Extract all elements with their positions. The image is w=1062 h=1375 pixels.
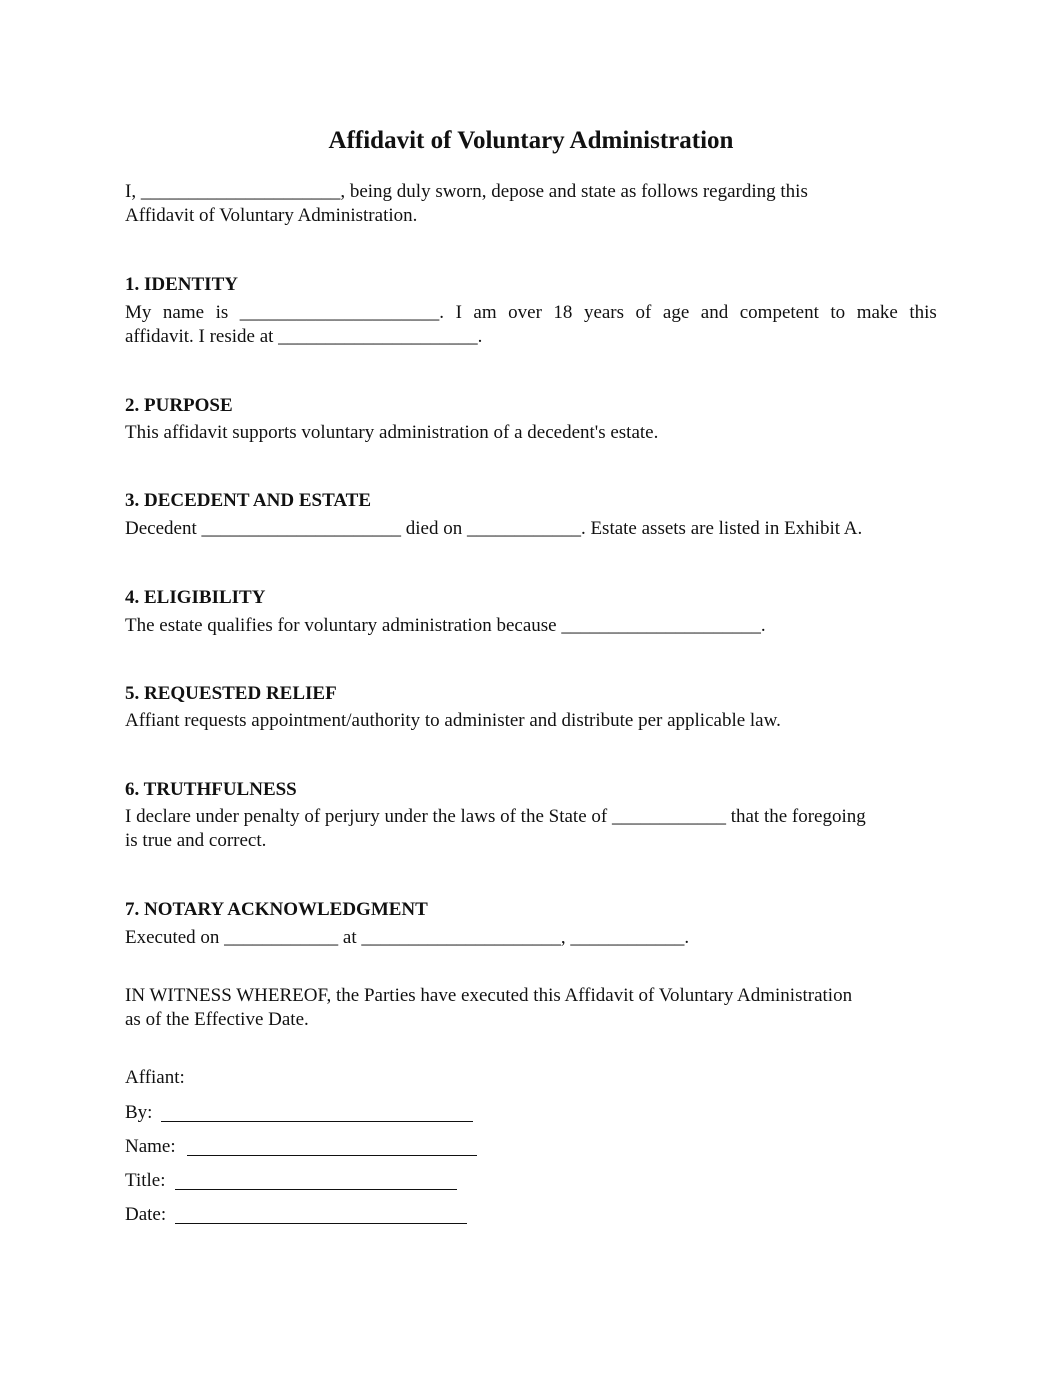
signature-date-line[interactable] — [175, 1223, 467, 1224]
identity-word: is — [215, 302, 229, 323]
identity-word: make — [856, 302, 898, 323]
identity-line-2: affidavit. I reside at _____________________. — [125, 326, 483, 347]
section-heading-truthfulness: 6. TRUTHFULNESS — [125, 779, 297, 800]
identity-word: age — [662, 302, 690, 323]
section-heading-identity: 1. IDENTITY — [125, 274, 238, 295]
identity-line-1 — [125, 301, 937, 325]
signature-party-label: Affiant: — [125, 1067, 185, 1088]
signature-by-line[interactable] — [161, 1121, 473, 1122]
identity-word: 18 — [553, 302, 573, 323]
identity-word: and — [700, 302, 729, 323]
eligibility-line-1: The estate qualifies for voluntary administration because _____________________. — [125, 615, 766, 636]
section-heading-notary: 7. NOTARY ACKNOWLEDGMENT — [125, 899, 428, 920]
relief-line-1: Affiant requests appointment/authority to administer and distribute per applicable law. — [125, 710, 781, 731]
identity-word: over — [508, 302, 542, 323]
identity-word: years — [583, 302, 625, 323]
document-title: Affidavit of Voluntary Administration — [328, 127, 734, 154]
signature-title-line[interactable] — [175, 1189, 457, 1190]
intro-line-1: I, _____________________, being duly sworn, depose and state as follows regarding this — [125, 181, 808, 202]
decedent-line-1: Decedent _____________________ died on ____________. Estate assets are listed in Exhibit A. — [125, 518, 863, 539]
witness-line-2: as of the Effective Date. — [125, 1009, 309, 1030]
identity-word: competent — [739, 302, 819, 323]
identity-word: I — [455, 302, 462, 323]
signature-date-label: Date: — [125, 1204, 167, 1225]
identity-word: of — [635, 302, 652, 323]
section-heading-purpose: 2. PURPOSE — [125, 395, 233, 416]
identity-word: to — [830, 302, 846, 323]
section-heading-relief: 5. REQUESTED RELIEF — [125, 683, 337, 704]
identity-word: _____________________. — [239, 302, 445, 323]
witness-line-1: IN WITNESS WHEREOF, the Parties have executed this Affidavit of Voluntary Administration — [125, 985, 853, 1006]
notary-line-1: Executed on ____________ at _____________________, ____________. — [125, 927, 690, 948]
signature-title-label: Title: — [125, 1170, 166, 1191]
truthfulness-line-2: is true and correct. — [125, 830, 267, 851]
purpose-line-1: This affidavit supports voluntary administration of a decedent's estate. — [125, 422, 659, 443]
identity-word: this — [909, 302, 937, 323]
identity-word: name — [162, 302, 205, 323]
identity-word: My — [125, 302, 152, 323]
signature-by-label: By: — [125, 1102, 153, 1123]
truthfulness-line-1: I declare under penalty of perjury under the laws of the State of ____________ that the foregoing — [125, 806, 866, 827]
section-heading-eligibility: 4. ELIGIBILITY — [125, 587, 266, 608]
signature-name-label: Name: — [125, 1136, 176, 1157]
section-heading-decedent: 3. DECEDENT AND ESTATE — [125, 490, 372, 511]
intro-line-2: Affidavit of Voluntary Administration. — [125, 205, 418, 226]
signature-name-line[interactable] — [187, 1155, 477, 1156]
identity-word: am — [473, 302, 497, 323]
